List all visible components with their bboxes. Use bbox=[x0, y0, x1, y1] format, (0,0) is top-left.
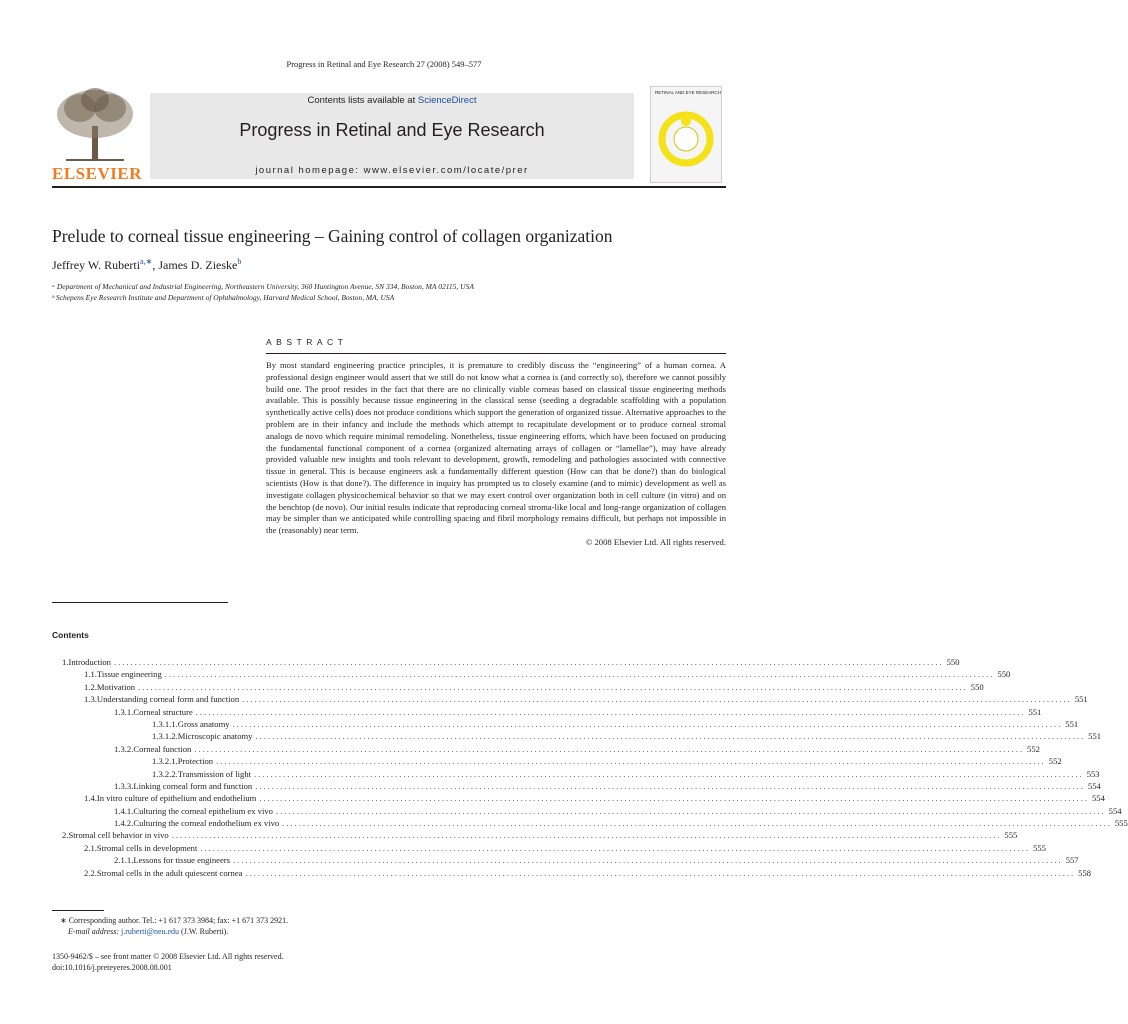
contents-heading: Contents bbox=[52, 630, 89, 640]
toc-entry-number: 1.1. bbox=[84, 669, 97, 680]
toc-entry-page: 557 bbox=[1065, 855, 1079, 866]
toc-entry[interactable] bbox=[52, 755, 1062, 767]
author-affiliation-marker[interactable]: b bbox=[237, 257, 242, 266]
footnote-marker: ∗ bbox=[60, 916, 67, 925]
toc-entry-title: Culturing the corneal epithelium ex vivo bbox=[133, 805, 273, 816]
toc-entry-title: Protection bbox=[177, 756, 214, 767]
tree-logo-icon bbox=[52, 86, 138, 164]
toc-entry[interactable] bbox=[52, 768, 1100, 780]
toc-entry[interactable] bbox=[52, 681, 984, 693]
email-suffix: (J.W. Ruberti). bbox=[179, 927, 229, 936]
toc-leader-dots: ........................................................................................................................................................................................................ bbox=[245, 867, 1076, 878]
author-name: Jeffrey W. Ruberti bbox=[52, 258, 141, 272]
toc-entry-title: Culturing the corneal endothelium ex vivo bbox=[133, 818, 280, 829]
toc-entry-number: 1.4.2. bbox=[114, 818, 134, 829]
email-note bbox=[52, 926, 288, 937]
toc-leader-dots: ........................................................................................................................................................................................................ bbox=[275, 805, 1106, 816]
toc-entry-title: Stromal cells in development bbox=[96, 842, 198, 853]
toc-entry-number: 1.3.2. bbox=[114, 743, 134, 754]
toc-leader-dots: ........................................................................................................................................................................................................ bbox=[254, 768, 1084, 779]
copyright-line: © 2008 Elsevier Ltd. All rights reserved. bbox=[585, 536, 726, 547]
toc-entry[interactable] bbox=[52, 854, 1079, 866]
toc-entry[interactable] bbox=[52, 656, 960, 668]
article-title: Prelude to corneal tissue engineering – Gaining control of collagen organization bbox=[52, 226, 613, 246]
toc-entry[interactable] bbox=[52, 817, 1128, 829]
author-separator: , bbox=[152, 258, 159, 272]
journal-homepage-link[interactable]: journal homepage: www.elsevier.com/locate/prer bbox=[255, 165, 529, 176]
toc-entry-number: 2.2. bbox=[84, 867, 97, 878]
toc-leader-dots: ........................................................................................................................................................................................................ bbox=[255, 780, 1085, 791]
footnote bbox=[52, 915, 288, 937]
toc-leader-dots: ........................................................................................................................................................................................................ bbox=[200, 842, 1031, 853]
table-of-contents bbox=[52, 656, 1128, 879]
toc-entry-number: 1.3. bbox=[84, 694, 97, 705]
running-head: Progress in Retinal and Eye Research 27 (2008) 549–577 bbox=[286, 59, 482, 69]
author-affiliation-marker[interactable]: a,∗ bbox=[140, 257, 153, 266]
publication-info bbox=[52, 951, 284, 973]
contents-available-text: Contents lists available at bbox=[307, 95, 418, 106]
toc-entry[interactable] bbox=[52, 805, 1122, 817]
toc-leader-dots: ........................................................................................................................................................................................................ bbox=[171, 830, 1002, 841]
toc-entry-number: 1.3.2.1. bbox=[152, 756, 178, 767]
toc-entry-page: 553 bbox=[1086, 768, 1100, 779]
abstract-section bbox=[266, 360, 726, 549]
toc-leader-dots: ........................................................................................................................................................................................................ bbox=[194, 743, 1025, 754]
toc-leader-dots: ........................................................................................................................................................................................................ bbox=[242, 694, 1072, 705]
journal-title: Progress in Retinal and Eye Research bbox=[239, 120, 545, 140]
email-link[interactable]: j.ruberti@neu.edu bbox=[121, 927, 180, 936]
journal-banner bbox=[150, 93, 634, 179]
toc-entry-number: 1.3.2.2. bbox=[152, 768, 178, 779]
toc-entry-page: 552 bbox=[1027, 743, 1040, 754]
toc-entry[interactable] bbox=[52, 706, 1042, 718]
toc-entry-page: 554 bbox=[1092, 793, 1105, 804]
corresponding-author-text: Corresponding author. Tel.: +1 617 373 3984; fax: +1 671 373 2921. bbox=[68, 916, 289, 925]
abstract-heading: ABSTRACT bbox=[266, 337, 348, 347]
footnote-rule bbox=[52, 910, 104, 911]
cover-eye-icon bbox=[651, 87, 721, 182]
abstract-text: By most standard engineering practice principles, it is premature to credibly discuss the “engineering” of a human cornea. A professional design engineer would assert that we still do not know what a cornea is (and correctly so), therefore we cannot possibly build one. The proof resides in the fact that there are no clinically viable corneas based on classical tissue engineering methods available. This is possibly because tissue engineering in the classical sense (seeding a degradable scaffolding with a population synthetically active cells) does not produce conditions which support the generation of organized tissue. Alternative approaches to the problem are in their infancy and include the methods which attempt to recapitulate development or to produce corneal stromal analogs de novo which require minimal remodeling. Nonetheless, tissue engineering efforts, which have been focused on producing the fundamental functional component of a cornea (organized alternating arrays of collagen or “lamellae”), may have already provided valuable new insights and tools relevant to development, growth, remodeling and pathologies associated with connective tissue in general. This is because engineers ask a fundamentally different question (How can that be done?) than do biological scientists (How is that done?). The difference in inquiry has prompted us to closely examine (and to mimic) development as well as investigate collagen physicochemical behavior so that we may exert control over organization both in cell culture (in vitro) and on the benchtop (de novo). Our initial results indicate that reproducing corneal stroma-like local and long-range organization of collagen may be simpler than we anticipated while controlling spacing and fibril morphology remains difficult, but perhaps not impossible in the (reasonably) near term. bbox=[266, 360, 726, 536]
elsevier-wordmark: ELSEVIER bbox=[52, 164, 142, 183]
toc-entry-page: 554 bbox=[1087, 780, 1101, 791]
toc-entry-page: 551 bbox=[1028, 706, 1042, 717]
toc-entry-title: Understanding corneal form and function bbox=[96, 694, 240, 705]
issn-line: 1350-9462/$ – see front matter © 2008 Elsevier Ltd. All rights reserved. bbox=[52, 952, 284, 961]
toc-entry-title: Microscopic anatomy bbox=[177, 731, 253, 742]
toc-entry-title: Stromal cell behavior in vivo bbox=[68, 830, 169, 841]
toc-entry[interactable] bbox=[52, 693, 1088, 705]
toc-entry-number: 2.1.1. bbox=[114, 855, 134, 866]
toc-entry-number: 1.3.1.2. bbox=[152, 731, 178, 742]
toc-entry-title: Corneal function bbox=[133, 743, 192, 754]
toc-entry-page: 552 bbox=[1048, 756, 1062, 767]
toc-leader-dots: ........................................................................................................................................................................................................ bbox=[282, 818, 1112, 829]
toc-entry-title: Gross anatomy bbox=[177, 718, 230, 729]
toc-entry-number: 1.4.1. bbox=[114, 805, 134, 816]
toc-entry-number: 1.3.1. bbox=[114, 706, 134, 717]
doi-link[interactable]: doi:10.1016/j.preteyeres.2008.08.001 bbox=[52, 963, 172, 972]
affiliation-b: ᵇ Schepens Eye Research Institute and Department of Ophthalmology, Harvard Medical School, Boston, MA, USA bbox=[52, 293, 395, 302]
toc-entry-title: Introduction bbox=[68, 657, 111, 667]
toc-entry-page: 550 bbox=[946, 657, 960, 667]
toc-entry[interactable] bbox=[52, 829, 1018, 841]
elsevier-logo[interactable] bbox=[52, 86, 142, 184]
toc-entry[interactable] bbox=[52, 842, 1046, 854]
toc-entry[interactable] bbox=[52, 743, 1040, 755]
toc-entry-number: 1.2. bbox=[84, 681, 97, 692]
toc-entry-title: Stromal cells in the adult quiescent cornea bbox=[96, 867, 243, 878]
toc-entry-page: 551 bbox=[1065, 718, 1079, 729]
toc-entry-title: Corneal structure bbox=[133, 706, 193, 717]
toc-entry-page: 555 bbox=[1114, 818, 1128, 829]
toc-entry-page: 555 bbox=[1004, 830, 1018, 841]
toc-leader-dots: ........................................................................................................................................................................................................ bbox=[259, 793, 1089, 804]
toc-leader-dots: ........................................................................................................................................................................................................ bbox=[113, 657, 944, 667]
toc-entry-title: Lessons for tissue engineers bbox=[133, 855, 231, 866]
toc-entry-title: Tissue engineering bbox=[96, 669, 162, 680]
toc-entry-number: 1.3.3. bbox=[114, 780, 134, 791]
toc-leader-dots: ........................................................................................................................................................................................................ bbox=[232, 718, 1063, 729]
toc-entry[interactable] bbox=[52, 792, 1105, 804]
toc-leader-dots: ........................................................................................................................................................................................................ bbox=[138, 681, 968, 692]
toc-leader-dots: ........................................................................................................................................................................................................ bbox=[255, 731, 1086, 742]
cover-title: RETINAL AND EYE RESEARCH bbox=[655, 90, 721, 95]
affiliation-a: ᵃ Department of Mechanical and Industrial Engineering, Northeastern University, 360 Huntington Avenue, SN 334, Boston, MA 02115, USA bbox=[52, 282, 474, 291]
toc-entry-page: 551 bbox=[1088, 731, 1102, 742]
toc-entry-number: 1.4. bbox=[84, 793, 97, 804]
toc-entry-page: 554 bbox=[1108, 805, 1122, 816]
toc-entry-title: Transmission of light bbox=[177, 768, 251, 779]
toc-entry-number: 2. bbox=[62, 830, 69, 841]
toc-entry-title: In vitro culture of epithelium and endothelium bbox=[96, 793, 257, 804]
toc-entry-page: 558 bbox=[1078, 867, 1092, 878]
author-list bbox=[52, 257, 241, 273]
author-name: James D. Zieske bbox=[158, 258, 238, 272]
toc-leader-dots: ........................................................................................................................................................................................................ bbox=[164, 669, 995, 680]
journal-cover[interactable] bbox=[650, 86, 722, 183]
email-label: E-mail address: bbox=[68, 927, 122, 936]
masthead-rule bbox=[52, 186, 726, 188]
toc-entry-title: Motivation bbox=[96, 681, 136, 692]
toc-entry-page: 550 bbox=[997, 669, 1011, 680]
toc-entry-page: 551 bbox=[1074, 694, 1088, 705]
toc-leader-dots: ........................................................................................................................................................................................................ bbox=[233, 855, 1063, 866]
toc-entry-number: 1.3.1.1. bbox=[152, 718, 178, 729]
toc-entry-page: 555 bbox=[1033, 842, 1046, 853]
sciencedirect-link[interactable]: ScienceDirect bbox=[417, 95, 477, 106]
contents-available-line bbox=[150, 95, 634, 106]
toc-entry[interactable] bbox=[52, 867, 1092, 879]
corresponding-author-note bbox=[52, 915, 288, 926]
toc-leader-dots: ........................................................................................................................................................................................................ bbox=[216, 756, 1046, 767]
section-rule bbox=[52, 602, 228, 603]
toc-entry[interactable] bbox=[52, 730, 1102, 742]
toc-leader-dots: ........................................................................................................................................................................................................ bbox=[195, 706, 1026, 717]
toc-entry-number: 2.1. bbox=[84, 842, 97, 853]
abstract-rule bbox=[266, 353, 726, 354]
toc-entry[interactable] bbox=[52, 718, 1079, 730]
toc-entry-title: Linking corneal form and function bbox=[133, 780, 253, 791]
toc-entry-page: 550 bbox=[970, 681, 984, 692]
toc-entry-number: 1. bbox=[62, 657, 69, 667]
toc-entry[interactable] bbox=[52, 780, 1101, 792]
toc-entry[interactable] bbox=[52, 668, 1011, 680]
